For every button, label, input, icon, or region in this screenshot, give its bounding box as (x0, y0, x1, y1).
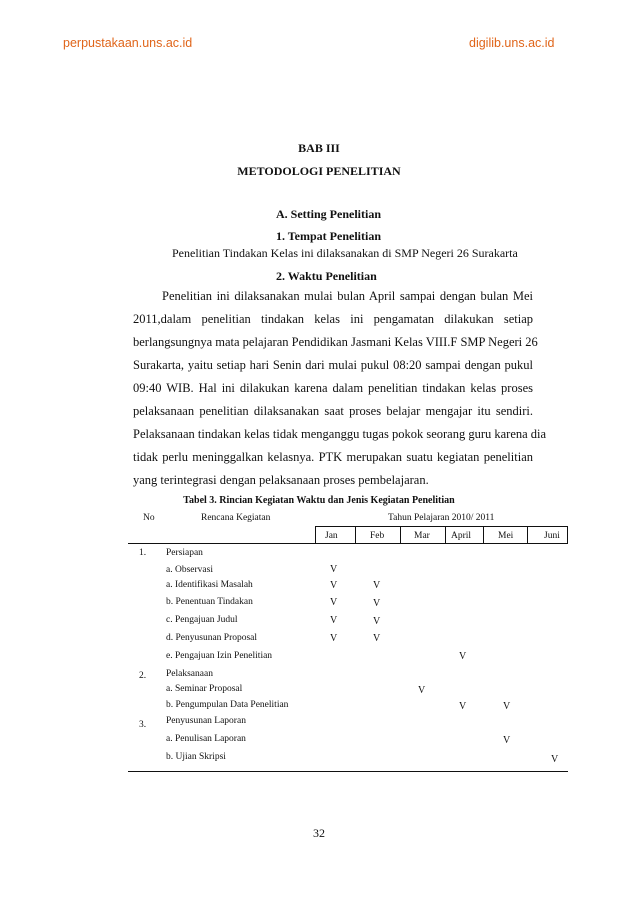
col-header-tahun: Tahun Pelajaran 2010/ 2011 (388, 513, 495, 523)
schedule-mark: V (330, 633, 338, 644)
schedule-mark: V (330, 615, 338, 626)
schedule-mark: V (373, 633, 381, 644)
table-rule (400, 526, 401, 543)
month-header: Juni (544, 531, 560, 541)
col-header-no: No (143, 513, 155, 523)
paragraph-line: yang terintegrasi dengan pelaksanaan proses pembelajaran. (133, 473, 429, 487)
month-header: April (451, 531, 472, 541)
table-rule (128, 543, 568, 544)
paragraph-line: 2011,dalam penelitian tindakan kelas ini pengamatan dilakukan setiap (133, 312, 533, 326)
paragraph-line: 09:40 WIB. Hal ini dilakukan karena dalam penelitian tindakan kelas proses (133, 381, 533, 395)
month-header: Mar (414, 531, 430, 541)
table-rule (527, 526, 528, 543)
table-rule (315, 526, 316, 543)
schedule-mark: V (459, 701, 467, 712)
table-rule (355, 526, 356, 543)
sub1-text: Penelitian Tindakan Kelas ini dilaksanakan di SMP Negeri 26 Surakarta (172, 246, 518, 260)
schedule-mark: V (503, 701, 511, 712)
group-label: Pelaksanaan (166, 669, 213, 679)
paragraph-line: Pelaksanaan tindakan kelas tidak menganggu tugas pokok seorang guru karena dia (133, 427, 547, 441)
month-header: Jan (325, 531, 338, 541)
schedule-mark: V (330, 597, 338, 608)
activity-label: a. Observasi (166, 565, 213, 575)
activity-label: a. Penulisan Laporan (166, 734, 246, 744)
table-rule (483, 526, 484, 543)
chapter-title: METODOLOGI PENELITIAN (237, 164, 401, 178)
month-header: Feb (370, 531, 385, 541)
paragraph-line: Penelitian ini dilaksanakan mulai bulan April sampai dengan bulan Mei (162, 289, 533, 303)
page-number: 32 (313, 826, 325, 840)
header-left-link[interactable]: perpustakaan.uns.ac.id (63, 36, 193, 50)
chapter-number: BAB III (298, 141, 340, 155)
sub1-heading: 1. Tempat Penelitian (276, 229, 382, 243)
group-label: Penyusunan Laporan (166, 716, 246, 726)
paragraph-line: Surakarta, yaitu setiap hari Senin dari mulai pukul 08:20 sampai dengan pukul (133, 358, 533, 372)
activity-label: b. Pengumpulan Data Penelitian (166, 700, 289, 710)
group-number: 2. (139, 671, 147, 681)
activity-label: e. Pengajuan Izin Penelitian (166, 651, 273, 661)
activity-label: c. Pengajuan Judul (166, 615, 238, 625)
paragraph-line: tidak perlu meninggalkan kelasnya. PTK merupakan suatu kegiatan penelitian (133, 450, 533, 464)
month-header: Mei (498, 531, 514, 541)
schedule-mark: V (373, 616, 381, 627)
schedule-mark: V (330, 580, 338, 591)
activity-label: b. Penentuan Tindakan (166, 597, 253, 607)
activity-label: a. Seminar Proposal (166, 684, 243, 694)
group-number: 1. (139, 548, 147, 558)
schedule-mark: V (551, 754, 559, 765)
schedule-mark: V (503, 735, 511, 746)
schedule-mark: V (373, 580, 381, 591)
group-label: Persiapan (166, 548, 203, 558)
schedule-mark: V (418, 685, 426, 696)
col-header-rencana: Rencana Kegiatan (201, 513, 271, 523)
activity-label: a. Identifikasi Masalah (166, 580, 253, 590)
schedule-mark: V (330, 564, 338, 575)
paragraph-line: pelaksanaan penelitian dilaksanakan saat proses belajar mengajar itu sendiri. (133, 404, 533, 418)
schedule-mark: V (373, 598, 381, 609)
table-rule (315, 526, 568, 527)
table-rule (128, 771, 568, 772)
section-a-heading: A. Setting Penelitian (276, 207, 381, 221)
sub2-heading: 2. Waktu Penelitian (276, 269, 377, 283)
group-number: 3. (139, 720, 147, 730)
table-title: Tabel 3. Rincian Kegiatan Waktu dan Jenis Kegiatan Penelitian (183, 495, 455, 506)
table-rule (445, 526, 446, 543)
table-rule (567, 526, 568, 543)
schedule-mark: V (459, 651, 467, 662)
paragraph-line: berlangsungnya mata pelajaran Pendidikan Jasmani Kelas VIII.F SMP Negeri 26 (133, 335, 538, 349)
activity-label: b. Ujian Skripsi (166, 752, 226, 762)
activity-label: d. Penyusunan Proposal (166, 633, 258, 643)
header-right-link[interactable]: digilib.uns.ac.id (469, 36, 555, 50)
